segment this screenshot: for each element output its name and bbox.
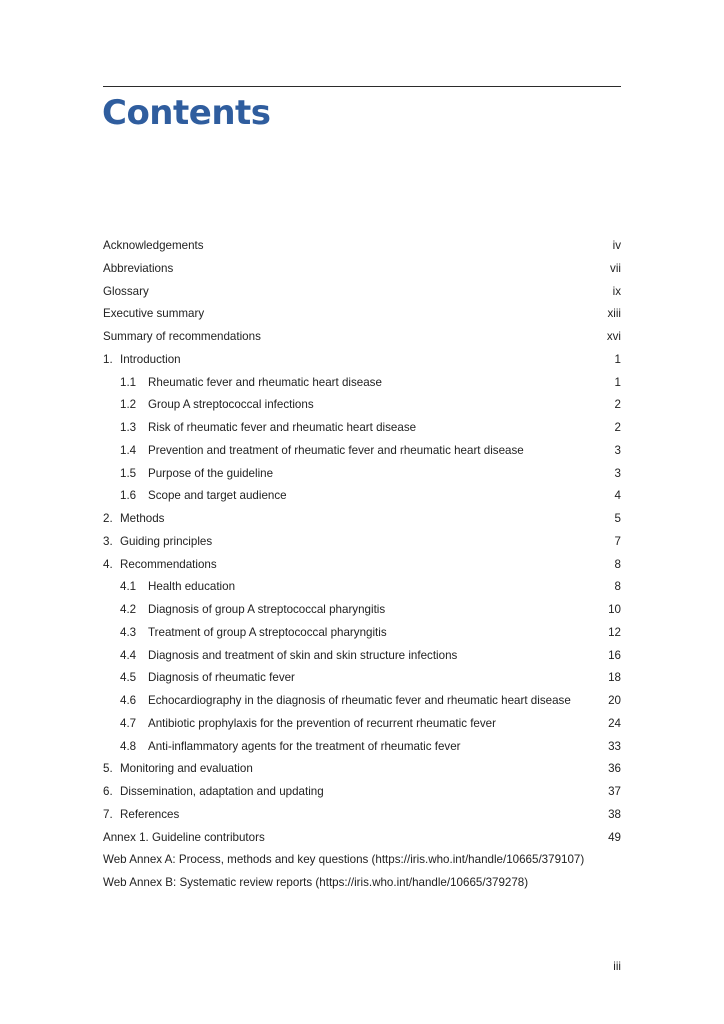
toc-entry[interactable] — [103, 349, 621, 372]
toc-entry[interactable] — [103, 872, 621, 895]
toc-entry-page: 37 — [608, 785, 621, 798]
toc-entry[interactable] — [103, 326, 621, 349]
toc-entry-title: Recommendations — [120, 557, 217, 571]
toc-entry-page: ix — [612, 284, 621, 298]
toc-entry[interactable] — [103, 849, 621, 872]
top-rule — [103, 86, 621, 87]
toc-entry-number: 4.7 — [120, 716, 137, 730]
toc-entry[interactable] — [103, 758, 621, 781]
toc-entry-page: 49 — [608, 830, 621, 844]
toc-entry-number: 4.6 — [120, 694, 137, 707]
table-of-contents — [103, 235, 621, 895]
toc-entry-page: 8 — [614, 557, 621, 571]
toc-entry-title: Rheumatic fever and rheumatic heart disease — [148, 375, 382, 389]
toc-entry-title: Glossary — [103, 284, 149, 298]
toc-entry-title: Monitoring and evaluation — [120, 762, 253, 776]
toc-entry-title: Purpose of the guideline — [148, 466, 274, 480]
toc-entry[interactable] — [103, 531, 621, 554]
toc-entry[interactable] — [103, 804, 621, 827]
toc-entry-title: Dissemination, adaptation and updating — [120, 785, 324, 798]
toc-entry[interactable] — [103, 394, 621, 417]
toc-entry-title: Diagnosis of group A streptococcal pharyngitis — [148, 603, 386, 616]
toc-entry-title: Web Annex A: Process, methods and key questions (https://iris.who.int/handle/10665/379107) — [103, 853, 585, 867]
toc-entry[interactable] — [103, 827, 621, 850]
toc-entry-page: 3 — [614, 466, 621, 480]
toc-entry-page: 24 — [608, 716, 621, 730]
toc-entry-number: 4.3 — [120, 625, 137, 639]
toc-entry-title: Introduction — [120, 352, 181, 366]
toc-entry[interactable] — [103, 281, 621, 304]
toc-entry-page: xiii — [607, 307, 621, 321]
toc-entry[interactable] — [103, 645, 621, 668]
page-number: iii — [613, 960, 621, 973]
toc-entry-page: 16 — [608, 648, 621, 662]
toc-entry[interactable] — [103, 485, 621, 508]
toc-entry[interactable] — [103, 622, 621, 645]
toc-entry-page: 38 — [608, 807, 621, 821]
toc-entry-title: Executive summary — [103, 307, 205, 321]
toc-entry-number: 1.1 — [120, 375, 137, 389]
toc-entry-page: 8 — [614, 580, 621, 594]
toc-entry-number: 4.4 — [120, 648, 137, 662]
toc-entry-page: 10 — [608, 603, 621, 616]
toc-entry-title: Prevention and treatment of rheumatic fever and rheumatic heart disease — [148, 443, 524, 457]
toc-entry[interactable] — [103, 372, 621, 395]
toc-entry-title: Web Annex B: Systematic review reports (https://iris.who.int/handle/10665/379278) — [103, 876, 529, 889]
toc-entry-page: 2 — [614, 398, 621, 412]
toc-entry[interactable] — [103, 667, 621, 690]
toc-entry[interactable] — [103, 440, 621, 463]
toc-entry-page: 33 — [608, 739, 621, 753]
toc-entry-page: 2 — [614, 421, 621, 434]
toc-entry-title: Guiding principles — [120, 534, 213, 548]
toc-entry[interactable] — [103, 463, 621, 486]
toc-entry[interactable] — [103, 736, 621, 759]
toc-entry[interactable] — [103, 576, 621, 599]
toc-entry-number: 4.1 — [120, 580, 137, 594]
toc-entry[interactable] — [103, 508, 621, 531]
toc-entry-page: 18 — [608, 671, 621, 685]
toc-entry-title: Group A streptococcal infections — [148, 398, 314, 412]
toc-entry-title: Annex 1. Guideline contributors — [103, 830, 265, 844]
toc-entry-number: 2. — [103, 512, 113, 525]
toc-entry-page: iv — [612, 239, 621, 252]
toc-entry-page: 3 — [614, 443, 621, 457]
toc-entry-number: 7. — [103, 807, 113, 821]
toc-entry[interactable] — [103, 417, 621, 440]
toc-entry-number: 1.2 — [120, 398, 137, 412]
toc-entry[interactable] — [103, 713, 621, 736]
toc-entry-number: 4. — [103, 557, 113, 571]
toc-entry-page: 1 — [614, 375, 621, 389]
toc-entry-title: Treatment of group A streptococcal pharyngitis — [148, 625, 387, 639]
toc-entry-title: Health education — [148, 580, 236, 594]
toc-entry-number: 1. — [103, 352, 113, 366]
toc-entry-title: Abbreviations — [103, 261, 174, 275]
toc-entry-title: Antibiotic prophylaxis for the prevention of recurrent rheumatic fever — [148, 716, 496, 730]
toc-entry-number: 4.2 — [120, 603, 137, 616]
toc-entry-title: Risk of rheumatic fever and rheumatic heart disease — [148, 421, 417, 434]
toc-entry-page: 5 — [614, 512, 621, 525]
toc-entry[interactable] — [103, 690, 621, 713]
toc-entry[interactable] — [103, 599, 621, 622]
toc-entry-title: Diagnosis of rheumatic fever — [148, 671, 295, 685]
toc-entry-number: 1.5 — [120, 466, 137, 480]
toc-entry[interactable] — [103, 781, 621, 804]
toc-entry-page: vii — [610, 261, 621, 275]
toc-entry-number: 5. — [103, 762, 113, 776]
toc-entry-page: 4 — [614, 489, 621, 503]
toc-entry-title: Methods — [120, 512, 165, 525]
toc-entry-page: xvi — [606, 330, 621, 343]
toc-entry-number: 1.6 — [120, 489, 137, 503]
toc-entry[interactable] — [103, 235, 621, 258]
toc-entry-number: 1.4 — [120, 443, 137, 457]
toc-entry-page: 12 — [608, 625, 621, 639]
toc-entry-number: 4.5 — [120, 671, 137, 685]
toc-entry-title: Scope and target audience — [148, 489, 287, 503]
toc-entry-title: Diagnosis and treatment of skin and skin structure infections — [148, 648, 458, 662]
toc-entry[interactable] — [103, 258, 621, 281]
toc-entry-title: Acknowledgements — [103, 239, 204, 252]
toc-entry-page: 7 — [614, 534, 621, 548]
toc-entry[interactable] — [103, 303, 621, 326]
toc-entry-number: 6. — [103, 785, 113, 798]
toc-entry-number: 3. — [103, 534, 113, 548]
toc-entry-title: References — [120, 807, 180, 821]
toc-entry-page: 1 — [614, 352, 621, 366]
toc-entry-number: 1.3 — [120, 421, 137, 434]
toc-entry-title: Summary of recommendations — [103, 330, 261, 343]
toc-entry-title: Echocardiography in the diagnosis of rheumatic fever and rheumatic heart disease — [148, 694, 571, 707]
toc-entry-page: 36 — [608, 762, 621, 776]
toc-entry-page: 20 — [608, 694, 621, 707]
toc-entry-title: Anti-inflammatory agents for the treatment of rheumatic fever — [148, 739, 461, 753]
toc-entry[interactable] — [103, 554, 621, 577]
toc-entry-number: 4.8 — [120, 739, 137, 753]
page-title: Contents — [102, 93, 271, 133]
